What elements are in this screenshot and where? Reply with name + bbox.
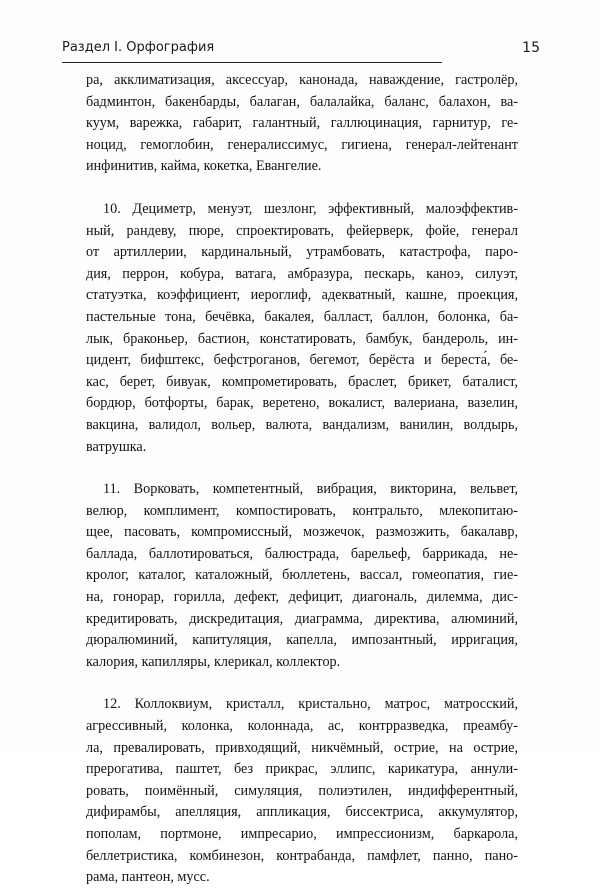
section-title: Раздел I. Орфография bbox=[62, 40, 215, 55]
text-line: бадминтон, бакенбарды, балаган, балалайка, баланс, балахон, ва- bbox=[86, 93, 518, 110]
text-line: 11. Ворковать, компетентный, вибрация, викторина, вельвет, bbox=[103, 481, 518, 498]
text-line: калория, капилляры, клерикал, коллектор. bbox=[86, 653, 341, 670]
body-text bbox=[86, 70, 518, 889]
text-line: бордюр, ботфорты, барак, веретено, вокалист, валериана, вазелин, bbox=[86, 395, 518, 412]
text-line: от артиллерии, кардинальный, утрамбовать, катастрофа, паро- bbox=[86, 244, 518, 261]
text-line: кролог, каталог, каталожный, бюллетень, вассал, гомеопатия, гие- bbox=[86, 567, 518, 584]
text-line: на, гонорар, горилла, дефект, дефицит, диагональ, дилемма, дис- bbox=[86, 589, 518, 606]
text-line: инфинитив, кайма, кокетка, Евангелие. bbox=[86, 158, 322, 175]
text-line: ноцид, гемоглобин, генералиссимус, гигиена, генерал-лейтенант bbox=[86, 136, 518, 153]
paragraph-gap bbox=[86, 458, 518, 479]
text-line: дия, перрон, кобура, ватага, амбразура, пескарь, каноэ, силуэт, bbox=[86, 265, 518, 282]
text-line: рама, пантеон, мусс. bbox=[86, 869, 210, 886]
paragraph bbox=[86, 199, 518, 458]
text-line: баллада, баллотироваться, балюстрада, барельеф, баррикада, не- bbox=[86, 545, 518, 562]
header-rule bbox=[62, 62, 442, 63]
text-line: щее, пасовать, компромиссный, мозжечок, размозжить, бакалавр, bbox=[86, 524, 518, 541]
text-line: ра, акклиматизация, аксессуар, канонада, наваждение, гастролёр, bbox=[86, 72, 518, 88]
text-line: вакцина, валидол, вольер, валюта, вандализм, ванилин, волдырь, bbox=[86, 416, 518, 433]
text-line: ный, рандеву, пюре, спроектировать, фейерверк, фойе, генерал bbox=[86, 222, 518, 239]
text-line: беллетристика, комбинезон, контрабанда, памфлет, панно, пано- bbox=[86, 847, 518, 864]
page-number: 15 bbox=[522, 40, 540, 56]
text-line: дюралюминий, капитуляция, капелла, импозантный, ирригация, bbox=[86, 632, 518, 649]
text-line: 10. Дециметр, менуэт, шезлонг, эффективный, малоэффектив- bbox=[103, 200, 518, 217]
paragraph bbox=[86, 479, 518, 673]
text-line: прерогатива, паштет, без прикрас, эллипс, карикатура, аннули- bbox=[86, 761, 518, 778]
text-line: ватрушка. bbox=[86, 438, 147, 455]
paragraph bbox=[86, 70, 518, 178]
text-line: кредитировать, дискредитация, диаграмма, директива, алюминий, bbox=[86, 610, 518, 627]
text-line: кас, берет, бивуак, компрометировать, браслет, брикет, баталист, bbox=[86, 373, 518, 390]
running-header bbox=[62, 40, 540, 62]
paragraph bbox=[86, 694, 518, 888]
text-line: статуэтка, коэффициент, иероглиф, адекватный, кашне, проекция, bbox=[86, 287, 518, 304]
text-line: пастельные тона, бечёвка, бакалея, балласт, баллон, болонка, ба- bbox=[86, 308, 518, 325]
paragraph-gap bbox=[86, 178, 518, 199]
text-line: куум, варежка, габарит, галантный, галлюцинация, гарнитур, ге- bbox=[86, 115, 518, 132]
text-line: агрессивный, колонка, колоннада, ас, контрразведка, преамбу- bbox=[86, 718, 518, 735]
text-line: дифирамбы, апелляция, аппликация, биссектриса, аккумулятор, bbox=[86, 804, 518, 821]
text-line: велюр, комплимент, компостировать, контральто, млекопитаю- bbox=[86, 502, 518, 519]
text-line: 12. Коллоквиум, кристалл, кристально, матрос, матросский, bbox=[103, 696, 518, 713]
text-line: пополам, портмоне, импресарио, импрессионизм, баркарола, bbox=[86, 826, 518, 842]
text-line: лык, браконьер, бастион, констатировать, бамбук, бандероль, ин- bbox=[86, 330, 518, 347]
paragraph-gap bbox=[86, 673, 518, 694]
text-line: ла, превалировать, привходящий, никчёмный, острие, на острие, bbox=[86, 739, 518, 756]
text-line: цидент, бифштекс, бефстроганов, бегемот, берёста и береста́, бе- bbox=[86, 352, 518, 369]
text-line: ровать, поимённый, симуляция, полиэтилен, индифферентный, bbox=[86, 782, 518, 799]
